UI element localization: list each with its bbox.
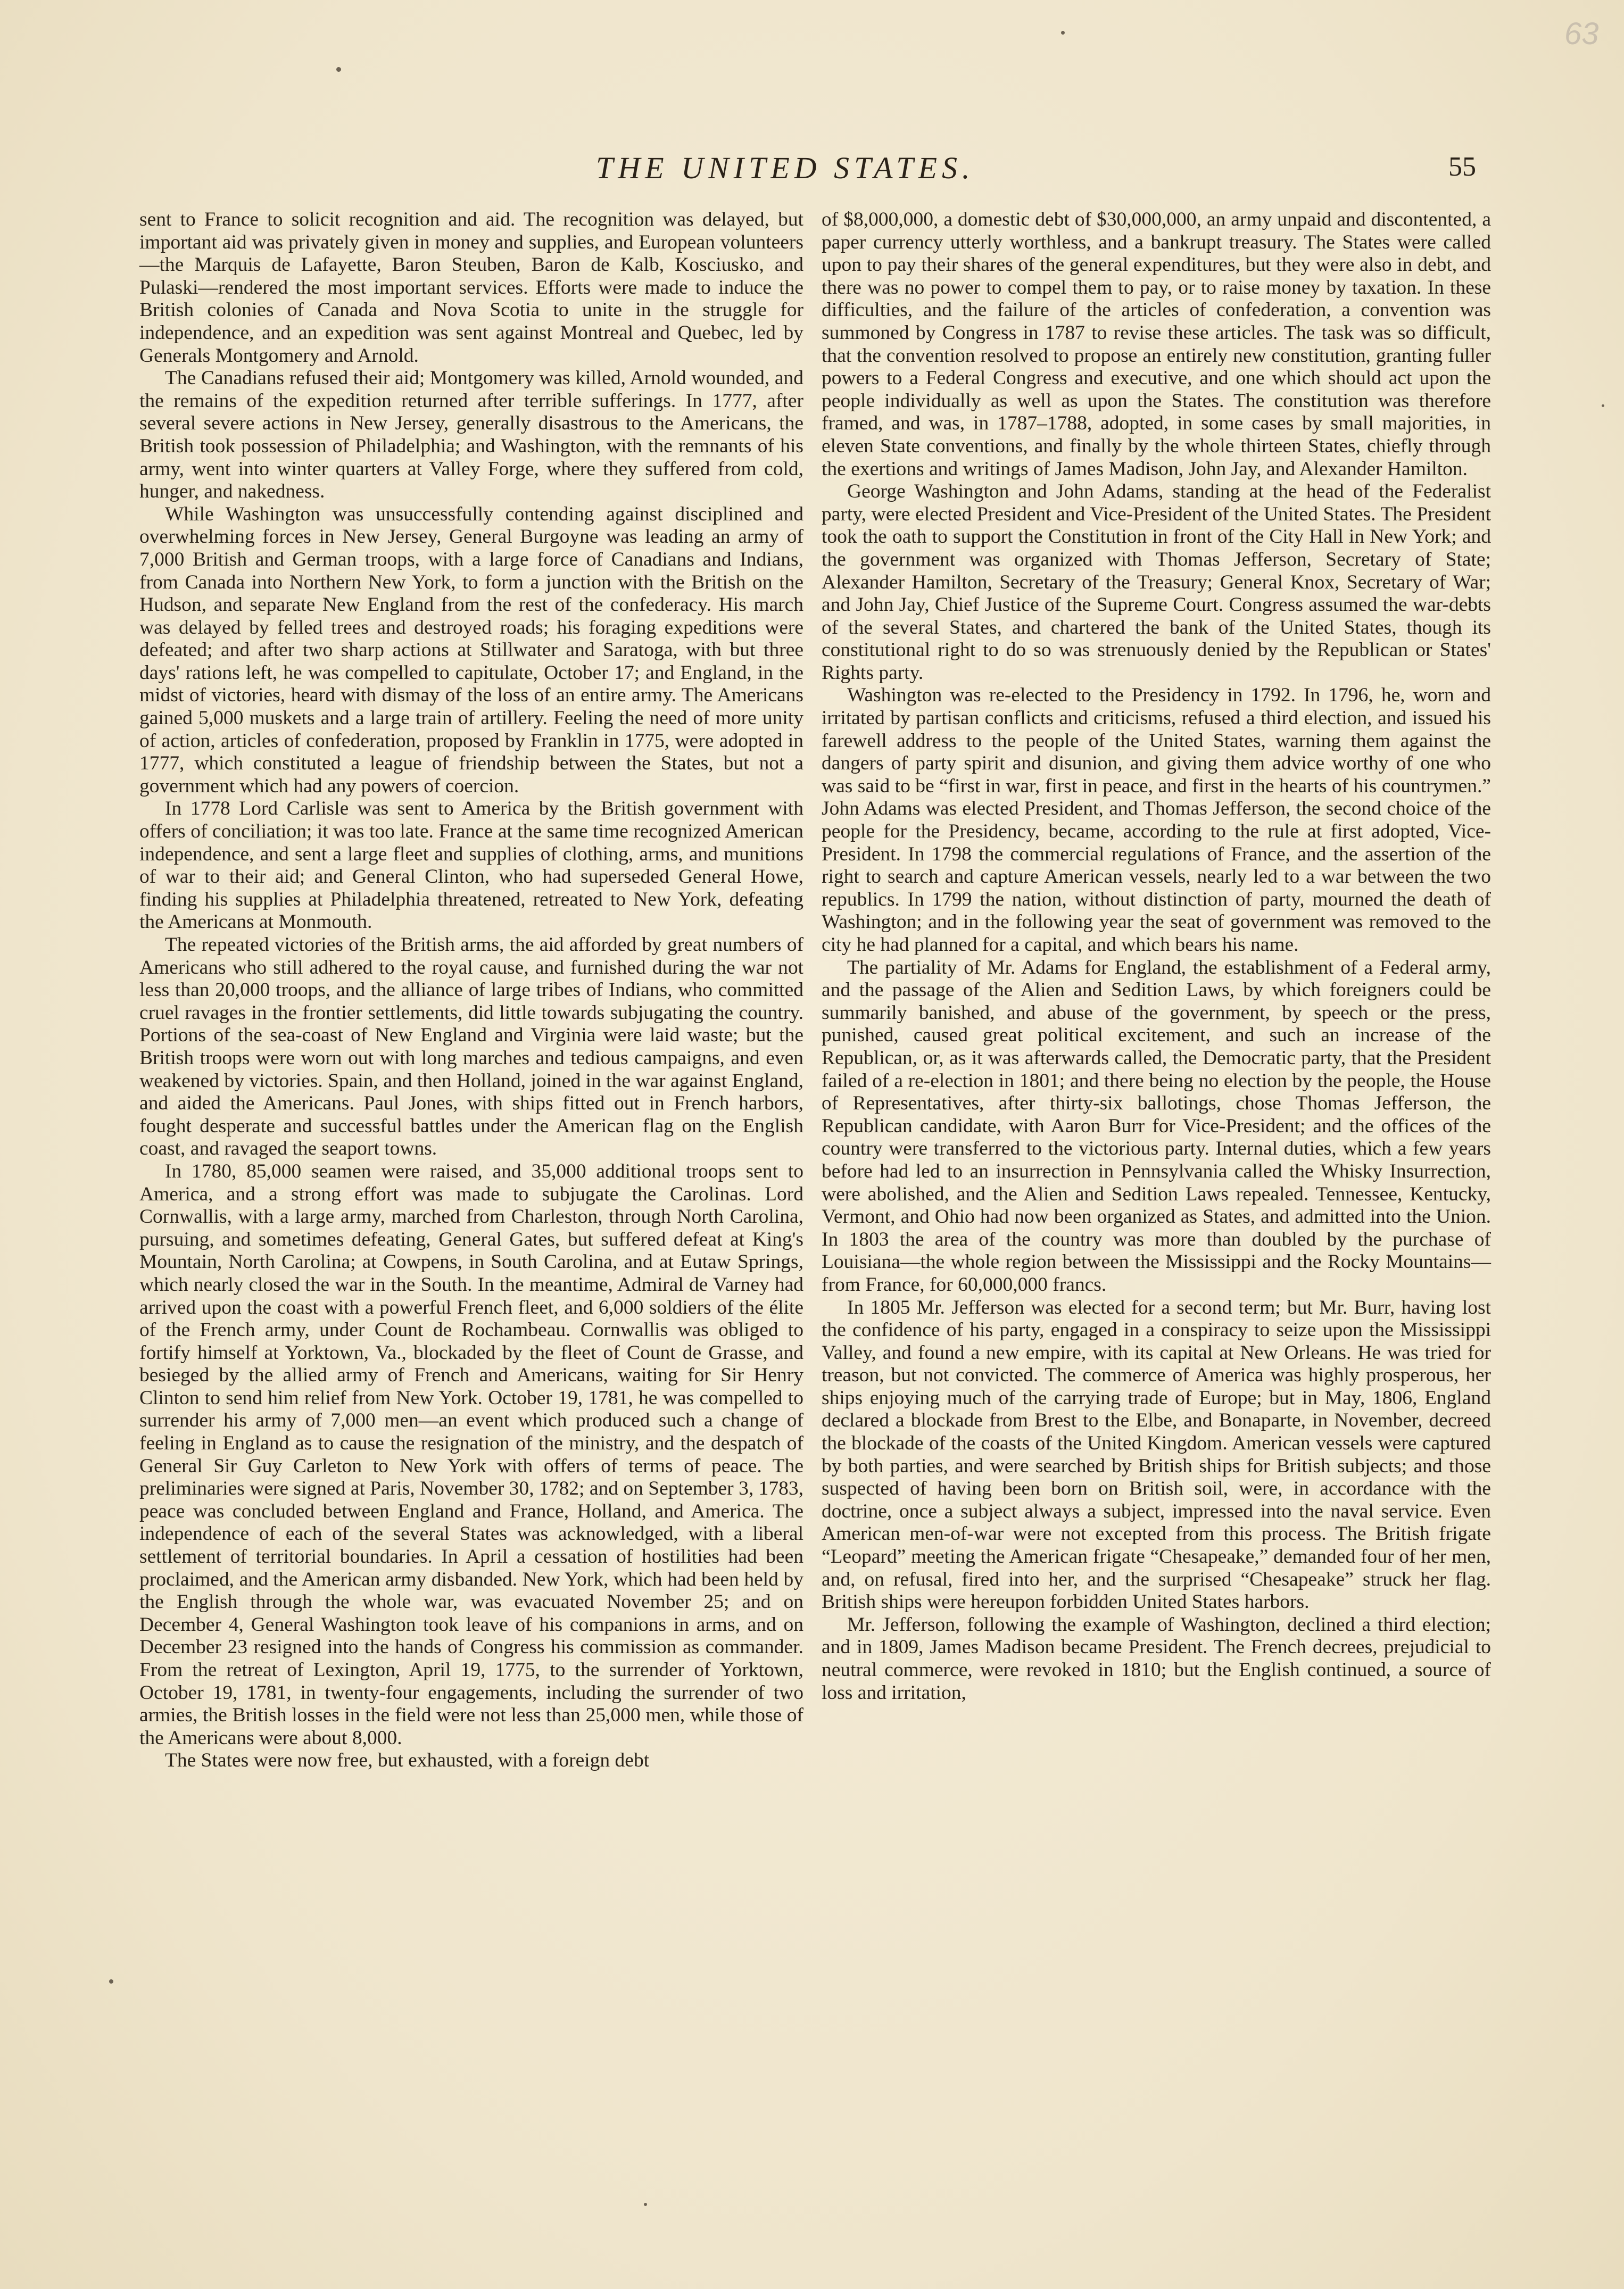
paper-speck [109,1979,113,1984]
paragraph: of $8,000,000, a domestic debt of $30,000,000, an army unpaid and discontented, a paper currency utterly worthless, and a bankrupt treasury. The States were called upon to pay their shares of the general expenditures, but they were also in debt, and there was no power to compel them to pay, or to raise money by taxation. In these difficulties, and the failure of the articles of confederation, a convention was summoned by Congress in 1787 to revise these articles. The task was so difficult, that the convention resolved to propose an entirely new constitution, granting fuller powers to a Federal Congress and executive, and one which should act upon the people individually as well as upon the States. The constitution was therefore framed, and was, in 1787–1788, adopted, in some cases by small majorities, in eleven State conventions, and finally by the whole thirteen States, chiefly through the exertions and writings of James Madison, John Jay, and Alexander Hamilton. [822,209,1491,480]
paper-speck [644,2203,647,2206]
paragraph: In 1778 Lord Carlisle was sent to America by the British government with offers of conciliation; it was too late. France at the same time recognized American independence, and sent a large fleet and supplies of clothing, arms, and munitions of war to their aid; and General Clinton, who had superseded General Howe, finding his supplies at Philadelphia threatened, retreated to New York, defeating the Americans at Monmouth. [139,798,803,933]
paper-speck [336,67,341,72]
paragraph: The repeated victories of the British arms, the aid afforded by great numbers of Americans who still adhered to the royal cause, and furnished during the war not less than 20,000 troops, and the alliance of large tribes of Indians, who committed cruel ravages in the frontier settlements, did little towards subjugating the country. Portions of the sea-coast of New England and Virginia were laid waste; but the British troops were worn out with long marches and tedious campaigns, and even weakened by victories. Spain, and then Holland, joined in the war against England, and aided the Americans. Paul Jones, with ships fitted out in French harbors, fought desperate and successful battles under the American flag on the English coast, and ravaged the seaport towns. [139,934,803,1160]
running-title: THE UNITED STATES. [596,151,975,185]
paper-speck [1061,31,1065,35]
paragraph: In 1780, 85,000 seamen were raised, and 35,000 additional troops sent to America, and a strong effort was made to subjugate the Carolinas. Lord Cornwallis, with a large army, marched from Charleston, through North Carolina, pursuing, and sometimes defeating, General Gates, but suffered defeat at King's Mountain, North Carolina; at Cowpens, in South Carolina, and at Eutaw Springs, which nearly closed the war in the South. In the meantime, Admiral de Varney had arrived upon the coast with a powerful French fleet, and 6,000 soldiers of the élite of the French army, under Count de Rochambeau. Cornwallis was obliged to fortify himself at Yorktown, Va., blockaded by the fleet of Count de Grasse, and besieged by the allied army of French and Americans, waiting for Sir Henry Clinton to send him relief from New York. October 19, 1781, he was compelled to surrender his army of 7,000 men—an event which produced such a change of feeling in England as to cause the resignation of the ministry, and the despatch of General Sir Guy Carleton to New York with offers of terms of peace. The preliminaries were signed at Paris, November 30, 1782; and on September 3, 1783, peace was concluded between England and France, Holland, and America. The independence of each of the several States was acknowledged, with a liberal settlement of territorial boundaries. In April a cessation of hostilities had been proclaimed, and the American army disbanded. New York, which had been held by the English through the whole war, was evacuated November 25; and on December 4, General Washington took leave of his companions in arms, and on December 23 resigned into the hands of Congress his commission as commander. From the retreat of Lexington, April 19, 1775, to the surrender of Yorktown, October 19, 1781, in twenty-four engagements, including the surrender of two armies, the British losses in the field were not less than 25,000 men, while those of the Americans were about 8,000. [139,1160,803,1749]
paragraph: The partiality of Mr. Adams for England, the establishment of a Federal army, and the passage of the Alien and Sedition Laws, by which foreigners could be summarily banished, and abuse of the government, by speech or the press, punished, caused great political excitement, and such an increase of the Republican, or, as it was afterwards called, the Democratic party, that the President failed of a re-election in 1801; and there being no election by the people, the House of Representatives, after thirty-six ballotings, chose Thomas Jefferson, the Republican candidate, with Aaron Burr for Vice-President; and the offices of the country were transferred to the victorious party. Internal duties, which a few years before had led to an insurrection in Pennsylvania called the Whisky Insurrection, were abolished, and the Alien and Sedition Laws repealed. Tennessee, Kentucky, Vermont, and Ohio had now been organized as States, and admitted into the Union. In 1803 the area of the country was more than doubled by the purchase of Louisiana—the whole region between the Mississippi and the Rocky Mountains—from France, for 60,000,000 francs. [822,956,1491,1296]
paragraph: Mr. Jefferson, following the example of Washington, declined a third election; and in 1809, James Madison became President. The French decrees, prejudicial to neutral commerce, were revoked in 1810; but the English continued, a source of loss and irritation, [822,1613,1491,1704]
right-column [822,209,1491,1704]
page-number: 55 [1448,152,1476,182]
paragraph: While Washington was unsuccessfully contending against disciplined and overwhelming forces in New Jersey, General Burgoyne was leading an army of 7,000 British and German troops, with a large force of Canadians and Indians, from Canada into Northern New York, to form a junction with the British on the Hudson, and separate New England from the rest of the confederacy. His march was delayed by felled trees and destroyed roads; his foraging expeditions were defeated; and after two sharp actions at Stillwater and Saratoga, with but three days' rations left, he was compelled to capitulate, October 17; and England, in the midst of victories, heard with dismay of the loss of an entire army. The Americans gained 5,000 muskets and a large train of artillery. Feeling the need of more unity of action, articles of confederation, proposed by Franklin in 1775, were adopted in 1777, which constituted a league of friendship between the States, but not a government which had any powers of coercion. [139,503,803,797]
pencil-page-mark: 63 [1564,16,1599,51]
paragraph: In 1805 Mr. Jefferson was elected for a second term; but Mr. Burr, having lost the confidence of his party, engaged in a conspiracy to seize upon the Mississippi Valley, and found a new empire, with its capital at New Orleans. He was tried for treason, but not convicted. The commerce of America was highly prosperous, her ships enjoying much of the carrying trade of Europe; but in May, 1806, England declared a blockade from Brest to the Elbe, and Bonaparte, in November, decreed the blockade of the coasts of the United Kingdom. American vessels were captured by both parties, and were searched by British ships for British subjects; and those suspected of having been born on British soil, were, in accordance with the doctrine, once a subject always a subject, impressed into the naval service. Even American men-of-war were not excepted from this process. The British frigate “Leopard” meeting the American frigate “Chesapeake,” demanded four of her men, and, on refusal, fired into her, and the surprised “Chesapeake” struck her flag. British ships were hereupon forbidden United States harbors. [822,1296,1491,1613]
paper-speck [1602,404,1604,407]
left-column [139,209,803,1772]
paragraph: The Canadians refused their aid; Montgomery was killed, Arnold wounded, and the remains of the expedition returned after terrible sufferings. In 1777, after several severe actions in New Jersey, generally disastrous to the Americans, the British took possession of Philadelphia; and Washington, with the remnants of his army, went into winter quarters at Valley Forge, where they suffered from cold, hunger, and nakedness. [139,367,803,503]
paragraph: The States were now free, but exhausted, with a foreign debt [165,1749,650,1772]
paragraph: Washington was re-elected to the Presidency in 1792. In 1796, he, worn and irritated by partisan conflicts and criticisms, refused a third election, and issued his farewell address to the people of the United States, warning them against the dangers of party spirit and disunion, and giving them advice worthy of one who was said to be “first in war, first in peace, and first in the hearts of his countrymen.” John Adams was elected President, and Thomas Jefferson, the second choice of the people for the Presidency, became, according to the rule at first adopted, Vice-President. In 1798 the commercial regulations of France, and the assertion of the right to search and capture American vessels, nearly led to a war between the two republics. In 1799 the nation, without distinction of party, mourned the death of Washington; and in the following year the seat of government was removed to the city he had planned for a capital, and which bears his name. [822,684,1491,956]
paragraph: George Washington and John Adams, standing at the head of the Federalist party, were elected President and Vice-President of the United States. The President took the oath to support the Constitution in front of the City Hall in New York; and the government was organized with Thomas Jefferson, Secretary of State; Alexander Hamilton, Secretary of the Treasury; General Knox, Secretary of War; and John Jay, Chief Justice of the Supreme Court. Congress assumed the war-debts of the several States, and chartered the bank of the United States, though its constitutional right to do so was strenuously denied by the Republican or States' Rights party. [822,480,1491,684]
paragraph: sent to France to solicit recognition and aid. The recognition was delayed, but important aid was privately given in money and supplies, and European volunteers—the Marquis de Lafayette, Baron Steuben, Baron de Kalb, Kosciusko, and Pulaski—rendered the most important services. Efforts were made to induce the British colonies of Canada and Nova Scotia to unite in the struggle for independence, and an expedition was sent against Montreal and Quebec, led by Generals Montgomery and Arnold. [139,209,803,367]
